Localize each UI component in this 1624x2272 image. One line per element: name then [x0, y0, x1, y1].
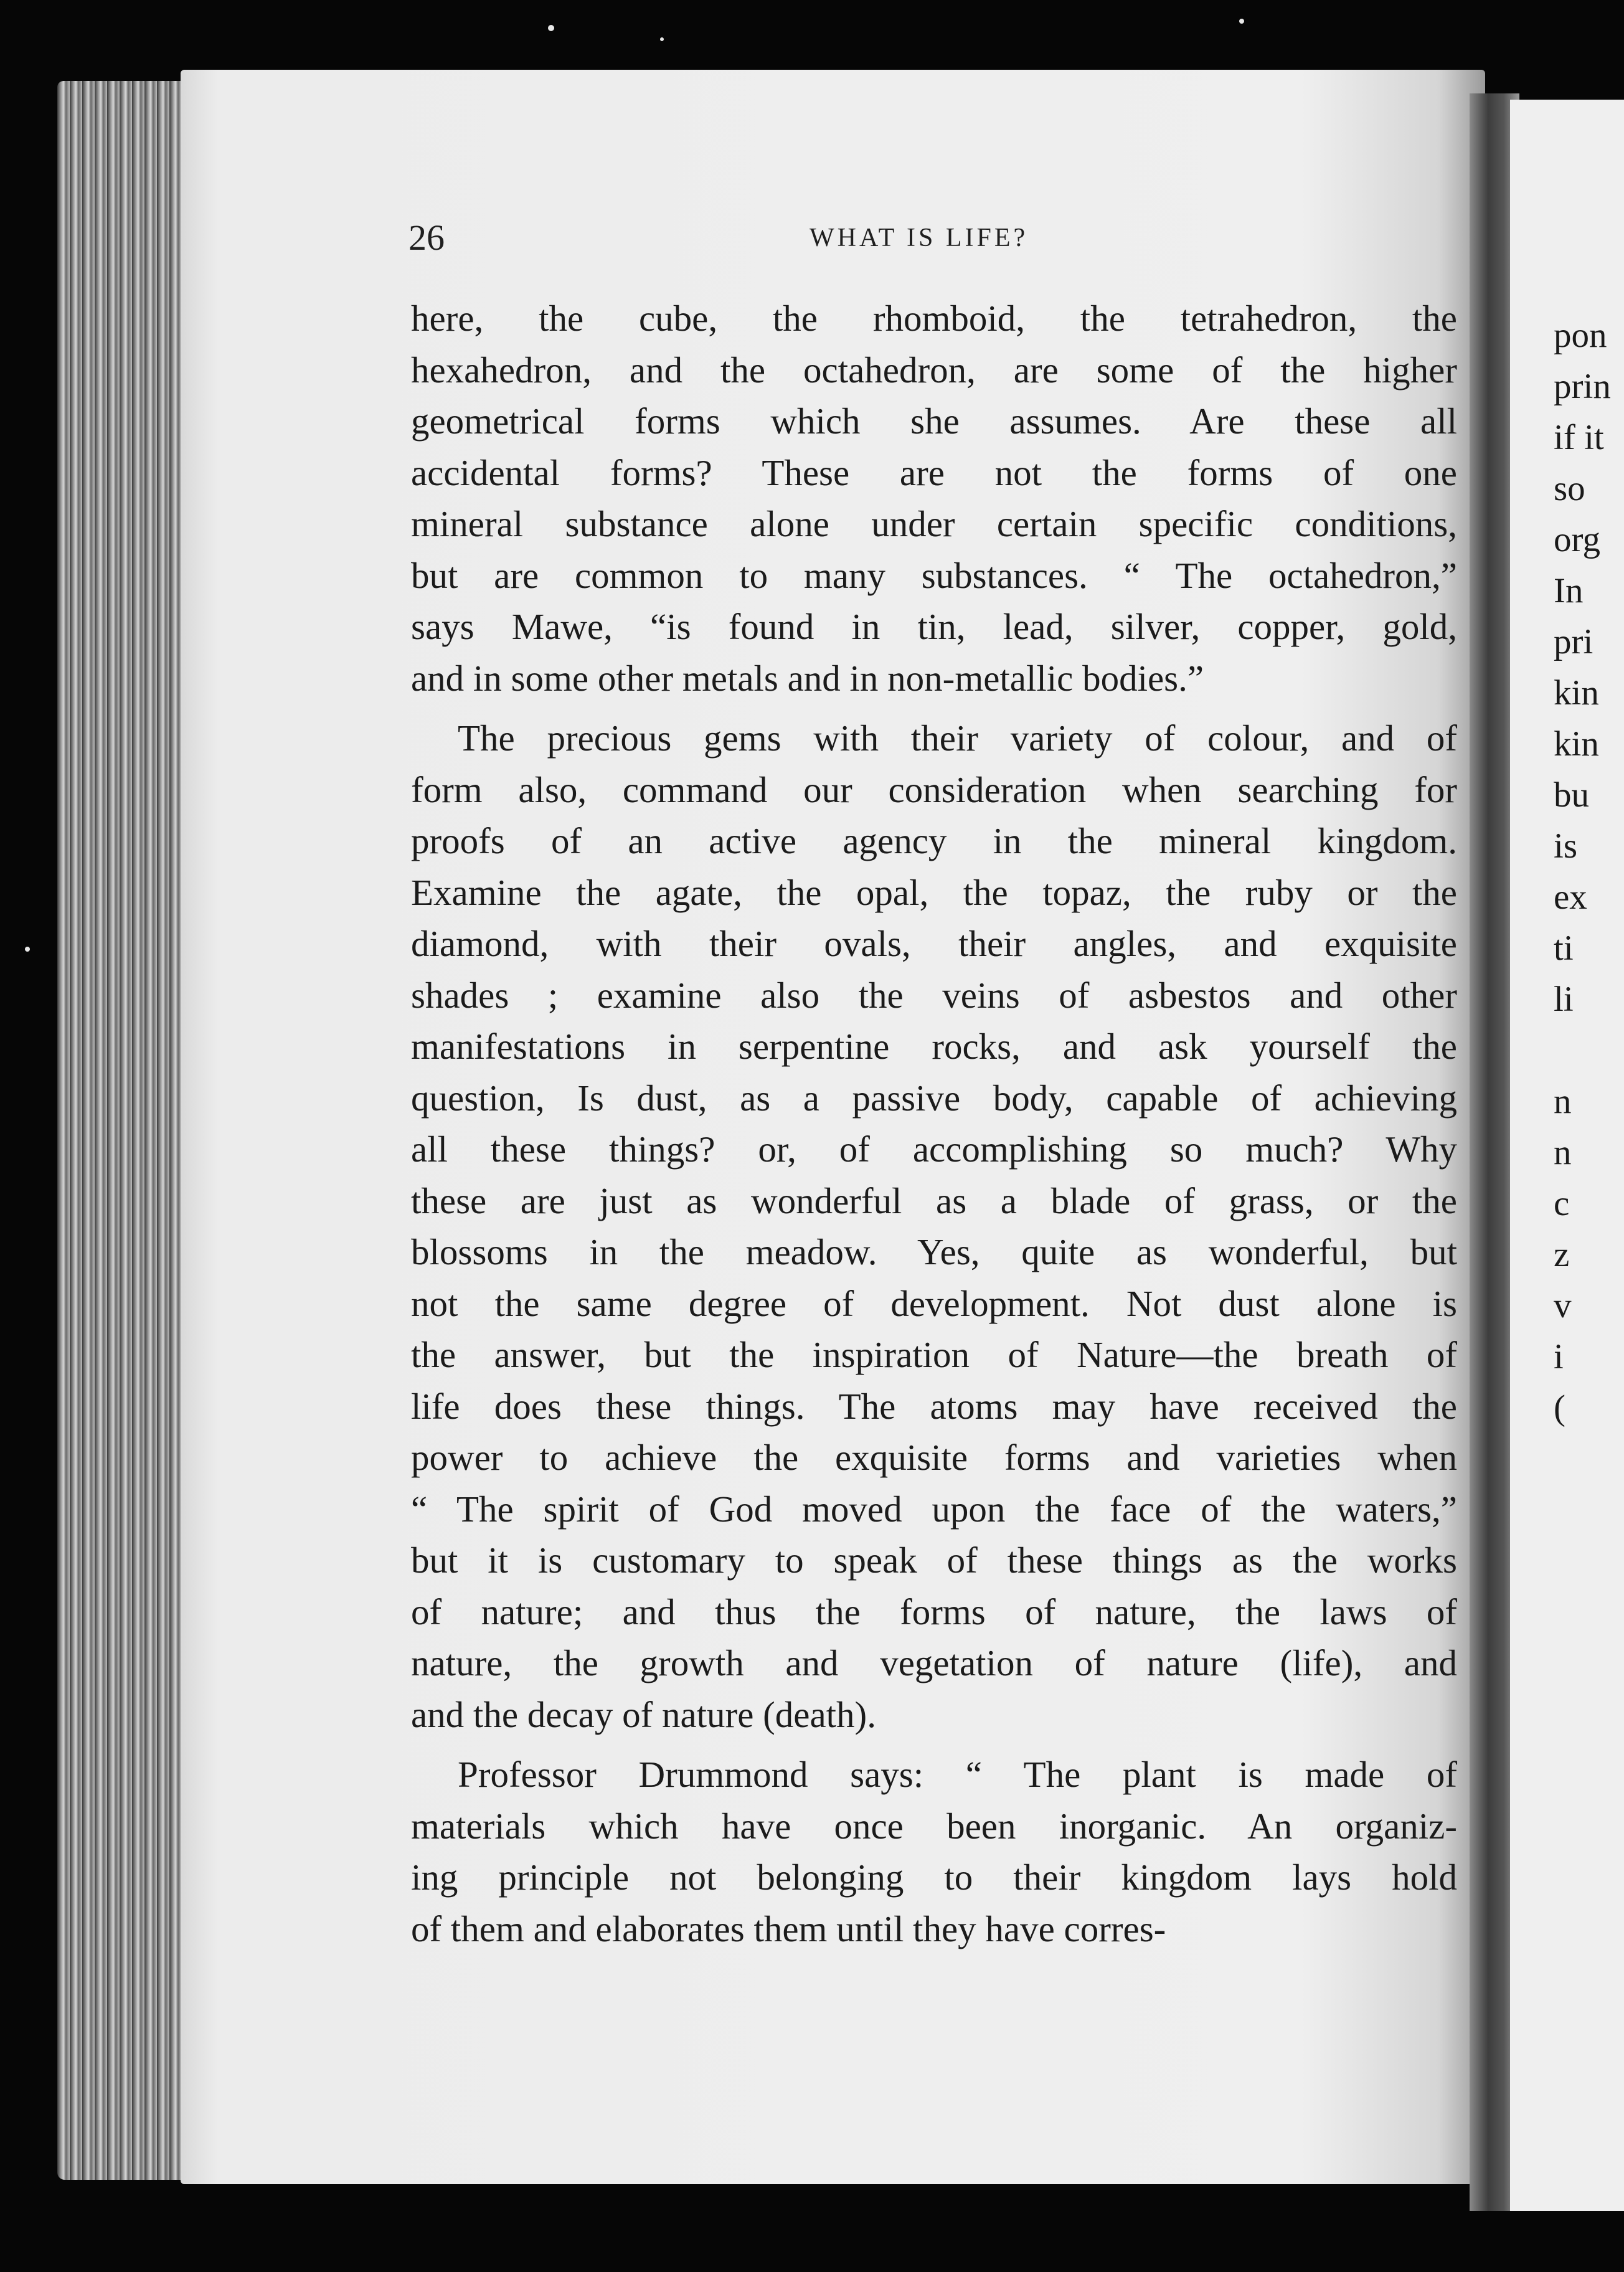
page-number: 26 — [408, 217, 445, 258]
facing-text-fragment: ti — [1554, 929, 1574, 968]
text-line: but are common to many substances. “ The octahedron,” — [411, 554, 1457, 596]
paragraph — [411, 293, 1457, 704]
facing-text-fragment: c — [1554, 1184, 1570, 1223]
facing-text-fragment: kin — [1554, 673, 1599, 712]
facing-text-fragment: prin — [1554, 367, 1611, 406]
facing-text-fragment: n — [1554, 1133, 1572, 1172]
text-line: The precious gems with their variety of colour, and of — [458, 717, 1457, 759]
text-line: Professor Drummond says: “ The plant is made of — [458, 1754, 1457, 1795]
text-line: and the decay of nature (death). — [411, 1693, 876, 1735]
paragraph — [411, 712, 1457, 1740]
text-line: life does these things. The atoms may have received the — [411, 1385, 1457, 1427]
facing-page-text — [1554, 310, 1624, 1434]
text-line: manifestations in serpentine rocks, and ask yourself the — [411, 1026, 1457, 1067]
dust-speck — [1239, 19, 1244, 24]
dust-speck — [660, 37, 664, 41]
facing-text-fragment: org — [1554, 520, 1600, 559]
text-line: question, Is dust, as a passive body, capable of achieving — [411, 1077, 1457, 1119]
paragraph — [411, 1749, 1457, 1954]
text-line: “ The spirit of God moved upon the face of the waters,” — [411, 1488, 1457, 1530]
text-line: says Mawe, “is found in tin, lead, silver, copper, gold, — [411, 606, 1457, 647]
dust-speck — [548, 25, 554, 31]
text-line: not the same degree of development. Not dust alone is — [411, 1282, 1457, 1324]
text-line: of them and elaborates them until they have corres- — [411, 1908, 1166, 1949]
facing-text-fragment: so — [1554, 469, 1585, 508]
facing-text-fragment: pon — [1554, 316, 1607, 355]
facing-text-fragment: ex — [1554, 878, 1587, 917]
text-line: ing principle not belonging to their kingdom lays hold — [411, 1857, 1457, 1898]
text-line: the answer, but the inspiration of Nature—the breath of — [411, 1334, 1457, 1375]
facing-text-fragment: bu — [1554, 775, 1589, 815]
text-line: of nature; and thus the forms of nature, the laws of — [411, 1591, 1457, 1632]
facing-text-fragment: v — [1554, 1286, 1572, 1325]
running-head: WHAT IS LIFE? — [810, 224, 1029, 252]
facing-text-fragment: i — [1554, 1337, 1564, 1376]
text-line: these are just as wonderful as a blade of grass, or the — [411, 1180, 1457, 1221]
body-text — [411, 293, 1457, 1954]
text-line: but it is customary to speak of these things as the works — [411, 1540, 1457, 1581]
text-line: mineral substance alone under certain specific conditions, — [411, 503, 1457, 544]
text-line: all these things? or, of accomplishing so much? Why — [411, 1129, 1457, 1170]
text-line: here, the cube, the rhomboid, the tetrahedron, the — [411, 298, 1457, 339]
dust-speck — [25, 947, 30, 952]
text-line: power to achieve the exquisite forms and varieties when — [411, 1437, 1457, 1478]
text-line: proofs of an active agency in the mineral kingdom. — [411, 820, 1457, 861]
text-line: blossoms in the meadow. Yes, quite as wonderful, but — [411, 1231, 1457, 1272]
text-line: form also, command our consideration when searching for — [411, 769, 1457, 810]
facing-text-fragment: kin — [1554, 724, 1599, 764]
text-line: shades ; examine also the veins of asbestos and other — [411, 974, 1457, 1016]
facing-text-fragment: is — [1554, 826, 1578, 866]
facing-text-fragment: In — [1554, 571, 1584, 610]
facing-text-fragment — [1554, 1025, 1624, 1076]
text-line: accidental forms? These are not the forms of one — [411, 452, 1457, 493]
facing-text-fragment: li — [1554, 980, 1574, 1019]
facing-text-fragment: if it — [1554, 418, 1604, 457]
text-line: geometrical forms which she assumes. Are these all — [411, 400, 1457, 442]
page-edges — [57, 81, 194, 2180]
text-line: nature, the growth and vegetation of nature (life), and — [411, 1642, 1457, 1683]
facing-text-fragment: pri — [1554, 622, 1593, 661]
facing-text-fragment: n — [1554, 1082, 1572, 1121]
text-line: diamond, with their ovals, their angles, and exquisite — [411, 923, 1457, 964]
text-line: Examine the agate, the opal, the topaz, the ruby or the — [411, 871, 1457, 913]
text-line: and in some other metals and in non-metallic bodies.” — [411, 657, 1204, 699]
text-line: materials which have once been inorganic. An organiz- — [411, 1805, 1457, 1847]
facing-text-fragment: z — [1554, 1235, 1570, 1274]
text-line: hexahedron, and the octahedron, are some of the higher — [411, 349, 1457, 391]
facing-text-fragment: ( — [1554, 1388, 1565, 1427]
